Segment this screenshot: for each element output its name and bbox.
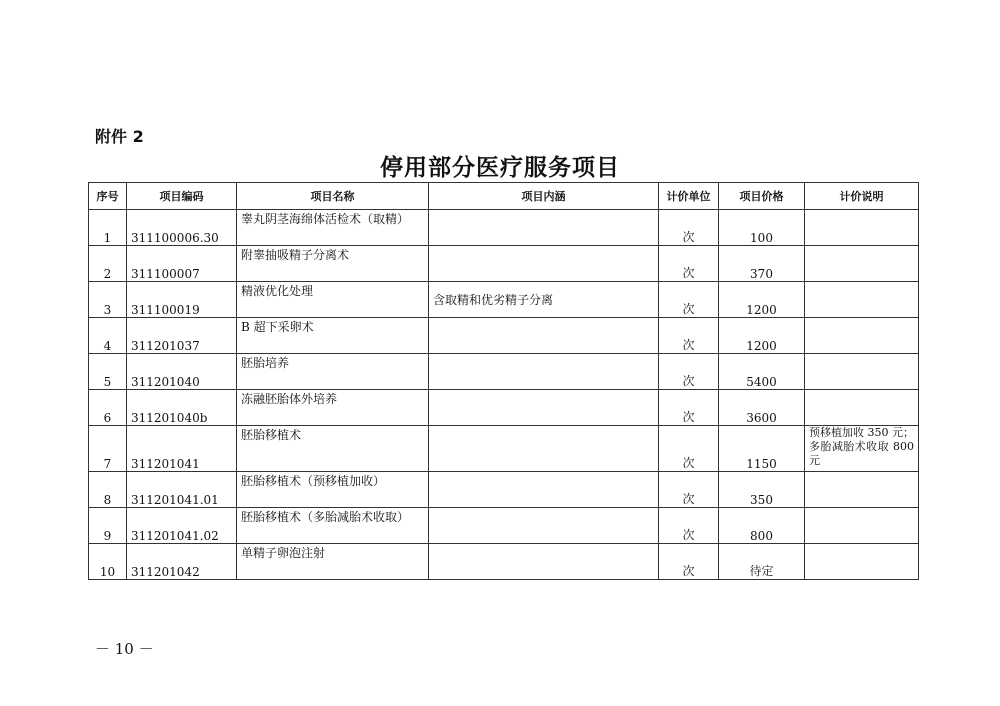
- cell-price: 1200: [719, 282, 805, 318]
- cell-unit: 次: [659, 354, 719, 390]
- cell-note: [805, 508, 919, 544]
- cell-price: 3600: [719, 390, 805, 426]
- cell-unit: 次: [659, 282, 719, 318]
- header-no: 序号: [89, 183, 127, 210]
- cell-code: 311201040: [127, 354, 237, 390]
- cell-no: 3: [89, 282, 127, 318]
- cell-no: 5: [89, 354, 127, 390]
- attachment-label: 附件 2: [95, 127, 144, 146]
- header-code: 项目编码: [127, 183, 237, 210]
- cell-price: 350: [719, 472, 805, 508]
- cell-name: 胚胎培养: [237, 354, 429, 390]
- cell-note: [805, 390, 919, 426]
- cell-price: 370: [719, 246, 805, 282]
- header-unit: 计价单位: [659, 183, 719, 210]
- cell-name: 冻融胚胎体外培养: [237, 390, 429, 426]
- cell-note: [805, 472, 919, 508]
- cell-price: 800: [719, 508, 805, 544]
- cell-note: [805, 354, 919, 390]
- cell-name: 胚胎移植术（预移植加收）: [237, 472, 429, 508]
- service-table: [88, 182, 919, 580]
- table-row: [89, 318, 919, 354]
- cell-content: [429, 472, 659, 508]
- cell-content: [429, 210, 659, 246]
- cell-no: 8: [89, 472, 127, 508]
- header-name: 项目名称: [237, 183, 429, 210]
- table-row: [89, 246, 919, 282]
- cell-unit: 次: [659, 426, 719, 472]
- table-row: [89, 282, 919, 318]
- cell-content: [429, 354, 659, 390]
- cell-note: [805, 544, 919, 580]
- cell-no: 7: [89, 426, 127, 472]
- page-number: － 10 －: [95, 640, 154, 658]
- table-header-row: [89, 183, 919, 210]
- table-row: [89, 426, 919, 472]
- cell-code: 311201041.01: [127, 472, 237, 508]
- table-row: [89, 508, 919, 544]
- table-row: [89, 210, 919, 246]
- cell-no: 6: [89, 390, 127, 426]
- cell-content: 含取精和优劣精子分离: [429, 282, 659, 318]
- cell-name: B 超下采卵术: [237, 318, 429, 354]
- table-row: [89, 390, 919, 426]
- cell-no: 9: [89, 508, 127, 544]
- cell-note: [805, 318, 919, 354]
- cell-no: 1: [89, 210, 127, 246]
- table-row: [89, 544, 919, 580]
- cell-content: [429, 390, 659, 426]
- cell-no: 10: [89, 544, 127, 580]
- cell-note: [805, 210, 919, 246]
- header-content: 项目内涵: [429, 183, 659, 210]
- cell-unit: 次: [659, 544, 719, 580]
- cell-code: 311100007: [127, 246, 237, 282]
- cell-content: [429, 544, 659, 580]
- cell-name: 附睾抽吸精子分离术: [237, 246, 429, 282]
- cell-unit: 次: [659, 210, 719, 246]
- cell-name: 单精子卵泡注射: [237, 544, 429, 580]
- cell-unit: 次: [659, 472, 719, 508]
- cell-note: [805, 282, 919, 318]
- cell-code: 311100006.30: [127, 210, 237, 246]
- cell-code: 311201037: [127, 318, 237, 354]
- cell-price: 100: [719, 210, 805, 246]
- cell-name: 睾丸阴茎海绵体活检术（取精）: [237, 210, 429, 246]
- cell-code: 311201040b: [127, 390, 237, 426]
- document-title: 停用部分医疗服务项目: [380, 154, 620, 181]
- cell-code: 311201041: [127, 426, 237, 472]
- cell-unit: 次: [659, 318, 719, 354]
- cell-note: 预移植加收 350 元；多胎减胎术收取 800 元: [805, 426, 919, 472]
- cell-content: [429, 426, 659, 472]
- cell-content: [429, 318, 659, 354]
- cell-unit: 次: [659, 390, 719, 426]
- header-note: 计价说明: [805, 183, 919, 210]
- cell-price: 待定: [719, 544, 805, 580]
- cell-content: [429, 508, 659, 544]
- cell-name: 精液优化处理: [237, 282, 429, 318]
- cell-no: 2: [89, 246, 127, 282]
- table-row: [89, 472, 919, 508]
- cell-price: 5400: [719, 354, 805, 390]
- header-price: 项目价格: [719, 183, 805, 210]
- cell-note: [805, 246, 919, 282]
- cell-price: 1200: [719, 318, 805, 354]
- cell-unit: 次: [659, 246, 719, 282]
- cell-no: 4: [89, 318, 127, 354]
- cell-code: 311201042: [127, 544, 237, 580]
- table-row: [89, 354, 919, 390]
- cell-content: [429, 246, 659, 282]
- cell-name: 胚胎移植术: [237, 426, 429, 472]
- cell-name: 胚胎移植术（多胎减胎术收取）: [237, 508, 429, 544]
- cell-code: 311201041.02: [127, 508, 237, 544]
- cell-code: 311100019: [127, 282, 237, 318]
- cell-price: 1150: [719, 426, 805, 472]
- cell-unit: 次: [659, 508, 719, 544]
